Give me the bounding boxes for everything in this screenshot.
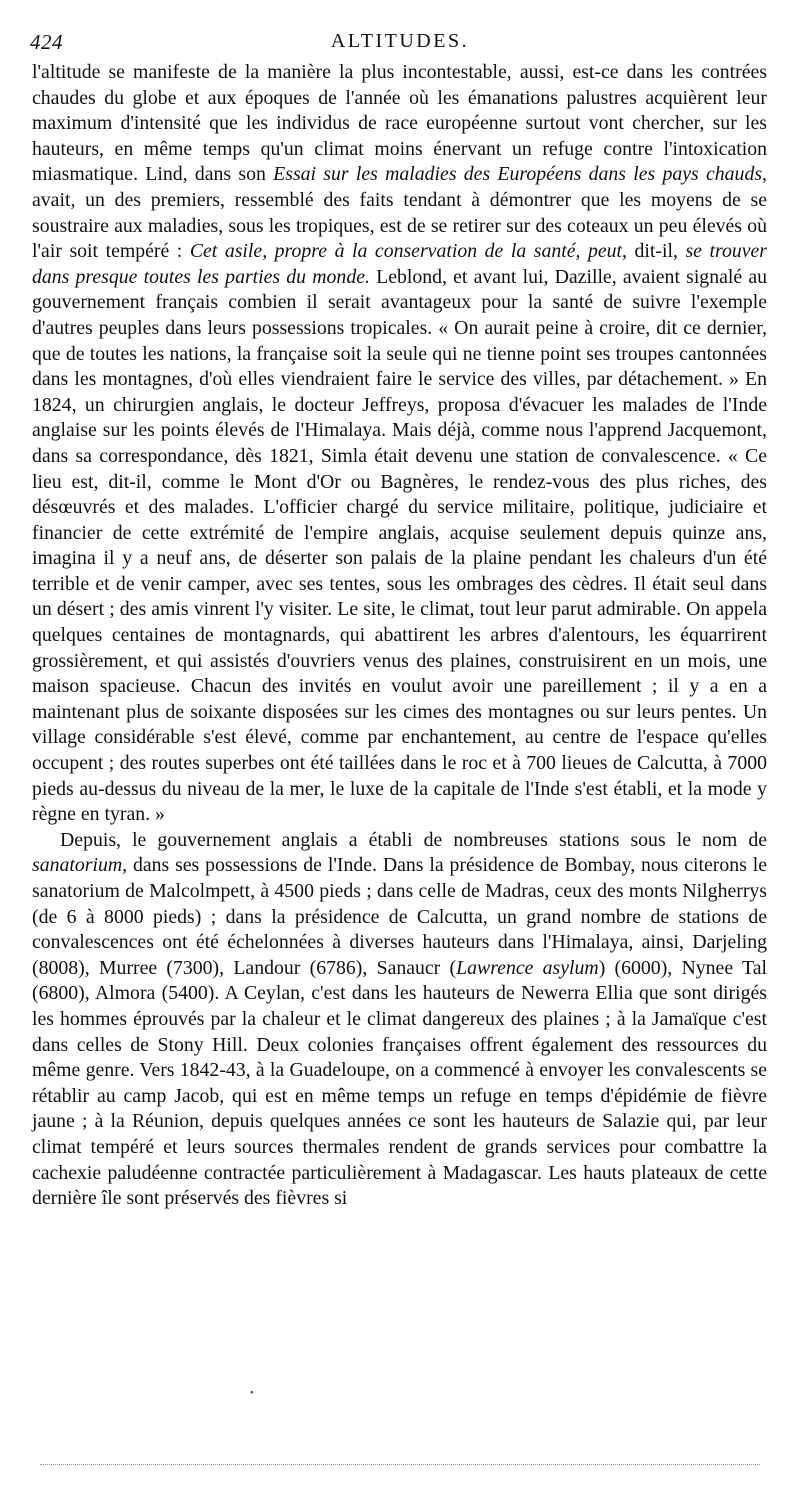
italic-term: Lawrence asylum bbox=[456, 956, 599, 979]
text-run: l'altitude se manifeste de la manière la plus incontestable, aussi, est-ce dans les contrées chaudes du globe et aux époques de l'année où les émanations palustres acquièrent leur maximum d'intensité que les individus de race européenne surtout vont chercher, sur les hauteurs, en même temps qu'un climat moins énervant un refuge contre l'intoxication miasmatique. Lind, dans son bbox=[32, 61, 767, 186]
italic-term: sanatorium bbox=[32, 854, 123, 877]
text-run: Depuis, le gouvernement anglais a établi de nombreuses stations sous le nom de bbox=[60, 828, 767, 851]
text-run: dit-il, bbox=[627, 240, 686, 263]
paragraph-continuation bbox=[32, 60, 767, 828]
printer-mark: • bbox=[250, 1388, 254, 1399]
scan-bleed-line bbox=[40, 1464, 760, 1465]
italic-quotation: se trouver dans presque toutes les parties du monde. bbox=[32, 240, 767, 288]
body-text bbox=[32, 60, 767, 1212]
text-run: , avait, un des premiers, ressemblé des faits tendant à démontrer que les moyens de se soustraire aux maladies, sous les tropiques, est de se retirer sur des coteaux un peu élevés où l'air soit tempéré : bbox=[32, 163, 767, 263]
text-run: Leblond, et avant lui, Dazille, avaient signalé au gouvernement français combien il serait avantageux pour la santé de suivre l'exemple d'autres peuples dans leurs possessions tropicales. « On aurait peine à croire, dit ce dernier, que de toutes les nations, la française soit la seule qui ne tienne point ses troupes cantonnées dans les montagnes, d'où elles viendraient faire le service des villes, par détachement. » En 1824, un chirurgien anglais, le docteur Jeffreys, proposa d'évacuer les malades de l'Inde anglaise sur les points élevés de l'Himalaya. Mais déjà, comme nous l'apprend Jacquemont, dans sa correspondance, dès 1821, Simla était devenu une station de convalescence. « Ce lieu est, dit-il, comme le Mont d'Or ou Bagnères, le rendez-vous des plus riches, des désœuvrés et des malades. L'officier chargé du service militaire, politique, judiciaire et financier de cette extrémité de l'empire anglais, acquise seulement depuis quinze ans, imagina il y a neuf ans, de déserter son palais de la plaine pendant les chaleurs d'un été terrible et de venir camper, avec ses tentes, sous les ombrages des cèdres. Il était seul dans un désert ; des amis vinrent l'y visiter. Le site, le climat, tout leur parut admirable. On appela quelques centaines de montagnards, qui abattirent les arbres d'alentours, les équarrirent grossièrement, et qui assistés d'ouvriers venus des plaines, construisirent en un mois, une maison spacieuse. Chacun des invités en voulut avoir une pareillement ; il y a en a maintenant plus de soixante disposées sur les cimes des montagnes ou sur leurs pentes. Un village considérable s'est élevé, comme par enchantement, au centre de l'espace qu'elles occupent ; des routes superbes ont été taillées dans le roc et à 700 lieues de Calcutta, à 7000 pieds au-dessus du niveau de la mer, le luxe de la capitale de l'Inde s'est établi, et la mode y règne en tyran. » bbox=[32, 265, 767, 826]
italic-quotation: Cet asile, propre à la conservation de la santé, peut, bbox=[189, 240, 627, 263]
text-run: , dans ses possessions de l'Inde. Dans la présidence de Bombay, nous citerons le sanatorium de Malcolmpett, à 4500 pieds ; dans celle de Madras, ceux des monts Nilgherrys (de 6 à 8000 pieds) ; dans la présidence de Calcutta, un grand nombre de stations de convalescences ont été échelonnées à diverses hauteurs dans l'Himalaya, ainsi, Darjeling (8008), Murree (7300), Landour (6786), Sanaucr ( bbox=[32, 854, 767, 979]
italic-book-title: Essai sur les maladies des Européens dans les pays chauds bbox=[273, 163, 763, 186]
text-run: ) (6000), Nynee Tal (6800), Almora (5400). A Ceylan, c'est dans les hauteurs de Newerra Ellia que sont dirigés les hommes éprouvés par la chaleur et le climat dangereux des plaines ; à la Jamaïque c'est dans celles de Stony Hill. Deux colonies françaises offrent également des ressources du même genre. Vers 1842-43, à la Guadeloupe, on a commencé à envoyer les convalescents se rétablir au camp Jacob, qui est en même temps un refuge en temps d'épidémie de fièvre jaune ; à la Réunion, depuis quelques années ce sont les hauteurs de Salazie qui, par leur climat tempéré et leurs sources thermales rendent de grands services pour combattre la cachexie paludéenne contractée particulièrement à Madagascar. Les hauts plateaux de cette dernière île sont préservés des fièvres si bbox=[32, 956, 767, 1210]
running-title: ALTITUDES. bbox=[330, 30, 470, 52]
paragraph-sanatorium bbox=[32, 828, 767, 1212]
page-header bbox=[30, 30, 770, 60]
page-number: 424 bbox=[30, 30, 63, 54]
